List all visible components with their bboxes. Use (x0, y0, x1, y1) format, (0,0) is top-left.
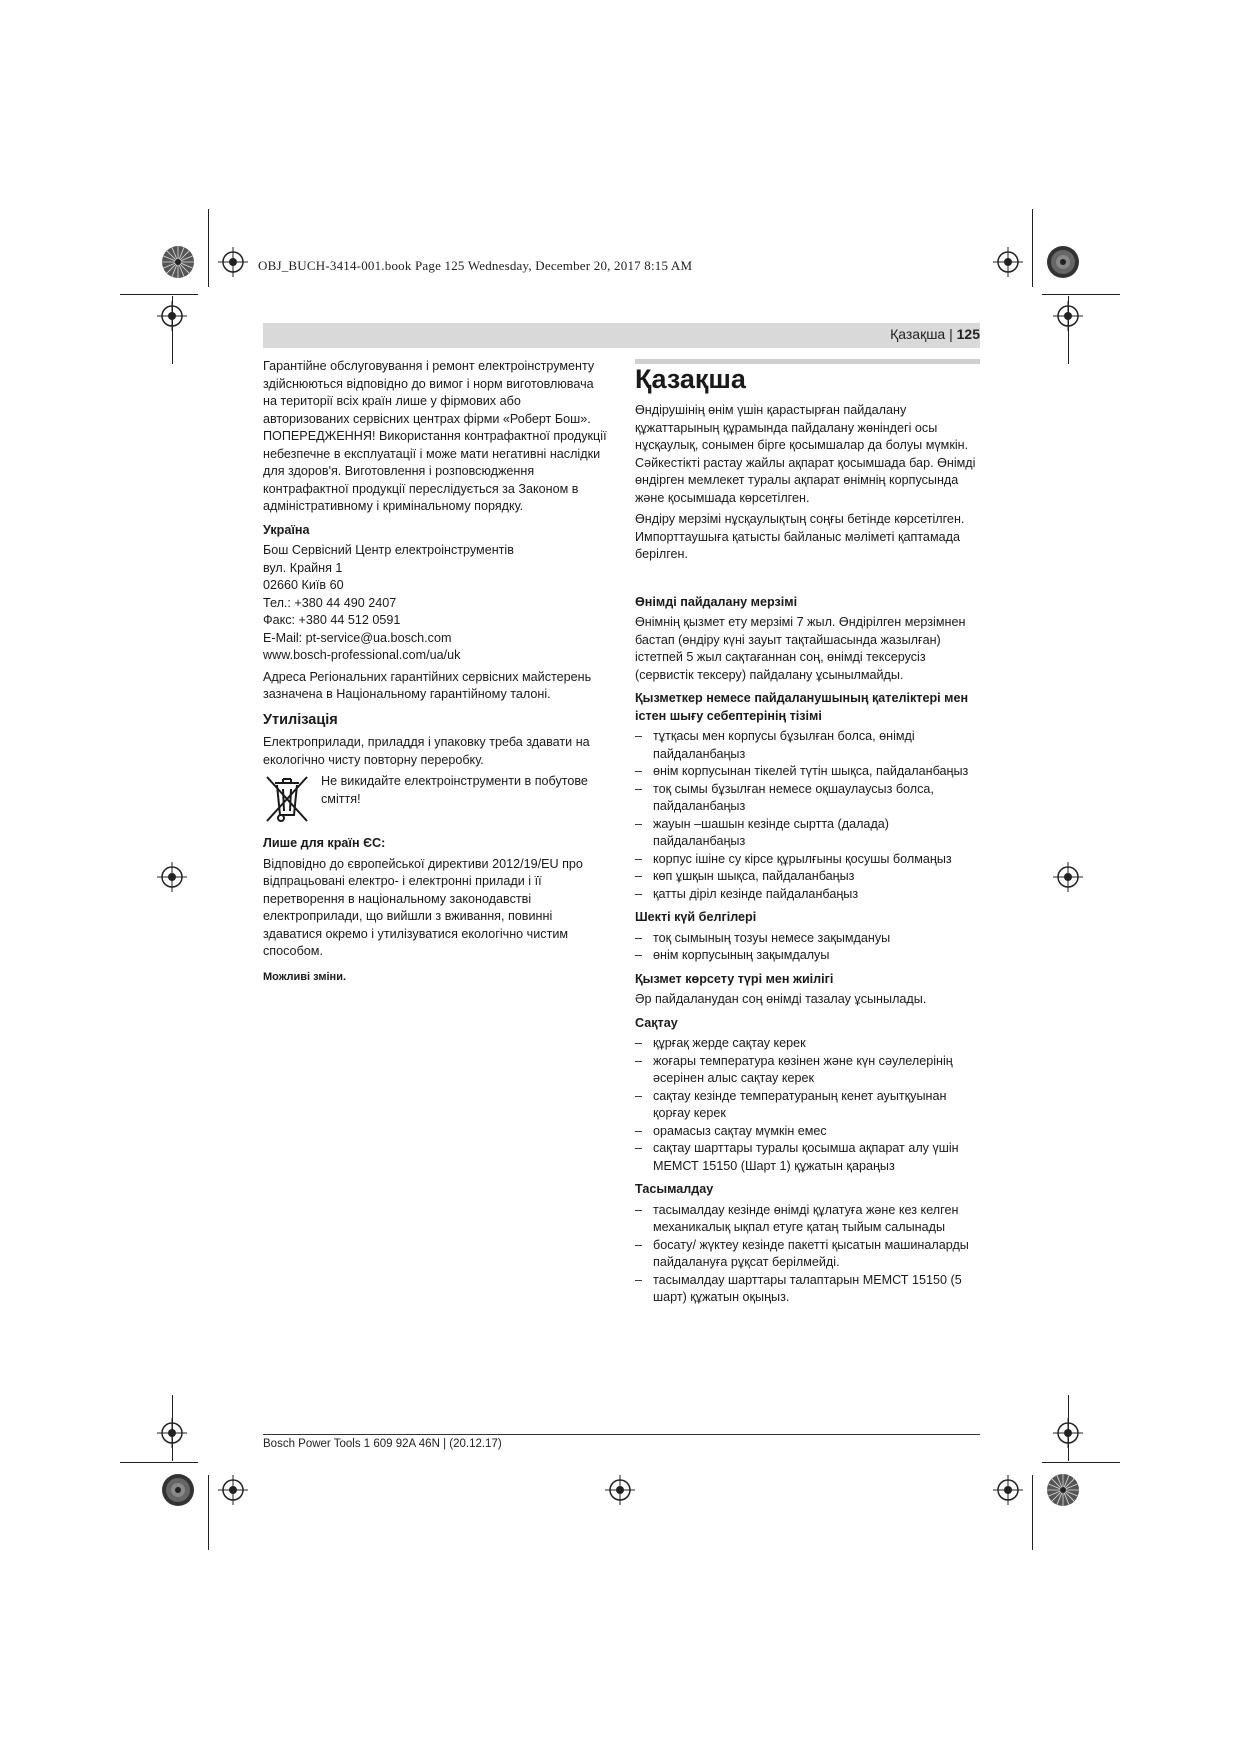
registration-target-icon (157, 301, 187, 331)
kk-intro-1: Өндірушінің өнім үшін қарастырған пайдалану құжаттарының құрамында пайдалану жөніндегі осы нұсқаулық, сонымен бірге қосымшалар да болуы мүмкін. Сәйкестікті растау жайлы ақпарат қосымшада бар. Өнімді өндірген мемлекет туралы ақпарат өнімнің корпусында және қосымшада көрсетілген. (635, 403, 976, 505)
registration-target-icon (993, 1475, 1023, 1505)
fax-line: Факс: +380 44 512 0591 (263, 613, 401, 627)
list-item: – өнім корпусының зақымдалуы (635, 948, 830, 962)
list-item: – жауын –шашын кезінде сыртта (далада) пайдаланбаңыз (635, 816, 889, 848)
page-number: 125 (956, 326, 980, 342)
service-text: Әр пайдаланудан соң өнімді тазалау ұсынылады. (635, 992, 927, 1006)
list-item: – қатты діріл кезінде пайдаланбаңыз (635, 886, 859, 901)
registration-target-icon (1053, 301, 1083, 331)
address-line: Бош Сервісний Центр електроінструментів (263, 543, 514, 557)
page-header-bar (263, 323, 980, 348)
registration-target-icon (218, 247, 248, 277)
registration-target-icon (605, 1475, 635, 1505)
email-line: E-Mail: pt-service@ua.bosch.com (263, 630, 452, 645)
address-line: 02660 Київ 60 (263, 578, 344, 592)
list-item: – көп ұшқын шықса, пайдаланбаңыз (635, 869, 855, 883)
list-item: – тасымалдау шарттары талаптарын МЕМСТ 15150 (5 шарт) құжатын оқыңыз. (635, 1272, 962, 1304)
header-separator: | (949, 326, 953, 342)
weee-notice (263, 773, 608, 825)
registration-target-icon (1053, 1418, 1083, 1448)
storage-heading: Сақтау (635, 1015, 678, 1030)
kk-intro-2: Өндіру мерзімі нұсқаулықтың соңғы бетінде көрсетілген. Импорттаушыға қатысты байланыс мәліметі қаптамада берілген. (635, 512, 965, 561)
address-line: вул. Крайня 1 (263, 560, 343, 575)
color-wheel-icon (160, 1472, 196, 1508)
errors-list (635, 728, 980, 903)
color-wheel-icon (1045, 1472, 1081, 1508)
registration-target-icon (157, 862, 187, 892)
page-header (890, 326, 980, 342)
lifetime-heading: Өнімді пайдалану мерзімі (635, 594, 798, 609)
left-column (263, 358, 608, 986)
lifetime-text: Өнімнің қызмет ету мерзімі 7 жыл. Өндірілген мерзімнен бастап (өндіру күні зауыт тақтайшасында жазылған) істетпей 5 жыл сақтағаннан соң, өнімді тексерусіз (сервистік тексеру) пайдалану ұсынылмайды. (635, 615, 966, 682)
service-heading: Қызмет көрсету түрі мен жиілігі (635, 971, 834, 986)
disposal-heading: Утилізація (263, 711, 338, 728)
registration-target-icon (1053, 862, 1083, 892)
header-section: Қазақша (890, 326, 946, 342)
list-item: – корпус ішіне су кірсе құрылғыны қосушы болмаңыз (635, 851, 952, 866)
errors-heading: Қызметкер немесе пайдаланушының қателіктері мен істен шығу себептерінің тізімі (635, 691, 969, 723)
list-item: – босату/ жүктеу кезінде пакетті қысатын машиналарды пайдалануға рұқсат берілмейді. (635, 1237, 969, 1269)
color-wheel-icon (1045, 244, 1081, 280)
list-item: – тоқ сымының тозуы немесе зақымдануы (635, 930, 891, 945)
phone-line: Тел.: +380 44 490 2407 (263, 595, 397, 610)
footer-rule (263, 1434, 980, 1435)
crossed-out-wheelie-bin-icon (263, 773, 311, 825)
list-item: – өнім корпусынан тікелей түтін шықса, пайдаланбаңыз (635, 764, 969, 778)
weee-text: Не викидайте електроінструменти в побутове сміття! (321, 774, 588, 806)
list-item: – сақтау кезінде температураның кенет ауытқуынан қорғау керек (635, 1088, 947, 1120)
limit-heading: Шекті күй белгілері (635, 910, 757, 924)
list-item: – тасымалдау кезінде өнімді құлатуға және кез келген механикалық ықпал етуге қатаң тыйым салынады (635, 1202, 959, 1234)
list-item: – сақтау шарттары туралы қосымша ақпарат алу үшін МЕМСТ 15150 (Шарт 1) құжатын қараңыз (635, 1141, 959, 1173)
registration-target-icon (993, 247, 1023, 277)
right-column (635, 362, 980, 1311)
eu-heading: Лише для країн ЄС: (263, 836, 386, 850)
storage-list (635, 1035, 980, 1175)
slug-line: OBJ_BUCH-3414-001.book Page 125 Wednesday, December 20, 2017 8:15 AM (258, 258, 693, 273)
list-item: – тұтқасы мен корпусы бұзылған болса, өнімді пайдаланбаңыз (635, 729, 915, 761)
disposal-text: Електроприлади, приладдя і упаковку треба здавати на екологічно чисту повторну переробку. (263, 735, 590, 767)
color-wheel-icon (160, 244, 196, 280)
page-footer: Bosch Power Tools 1 609 92A 46N | (20.12.17) (263, 1438, 502, 1450)
list-item: – жоғары температура көзінен және күн сәулелерінің әсерінен алыс сақтау керек (635, 1053, 953, 1085)
transport-heading: Тасымалдау (635, 1182, 714, 1196)
address-block (263, 542, 608, 665)
ukraine-heading: Україна (263, 522, 310, 537)
list-item: – құрғақ жерде сақтау керек (635, 1036, 806, 1050)
list-item: – орамасыз сақтау мүмкін емес (635, 1123, 827, 1138)
changes-note: Можливі зміни. (263, 970, 347, 983)
list-item: – тоқ сымы бұзылған немесе оқшаулаусыз болса, пайдаланбаңыз (635, 781, 934, 813)
section-title: Қазақша (635, 364, 746, 394)
eu-text: Відповідно до європейської директиви 2012/19/EU про відпрацьовані електро- і електронні прилади і її перетворення в національному законодавстві електроприлади, що вийшли з вживання, повинні здаватися окремо і утилізуватися екологічно чистим способом. (263, 856, 583, 958)
transport-list (635, 1202, 980, 1307)
regional-text: Адреса Регіональних гарантійних сервісних майстерень зазначена в Національному гарантійному талоні. (263, 669, 592, 701)
limit-list (635, 930, 980, 965)
website-link[interactable]: www.bosch-professional.com/ua/uk (263, 648, 461, 662)
registration-target-icon (218, 1475, 248, 1505)
warranty-text: Гарантійне обслуговування і ремонт електроінструменту здійснюються відповідно до вимог і норм виготовлювача на території всіх країн лише у фірмових або авторизованих сервісних центрах фірми «Роберт Бош». ПОПЕРЕДЖЕННЯ! Використання контрафактної продукції небезпечне в експлуатації і може мати негативні наслідки для здоров'я. Виготовлення і розповсюдження контрафактної продукції переслідується за Законом в адміністративному і кримінальному порядку. (263, 359, 607, 513)
registration-target-icon (157, 1418, 187, 1448)
